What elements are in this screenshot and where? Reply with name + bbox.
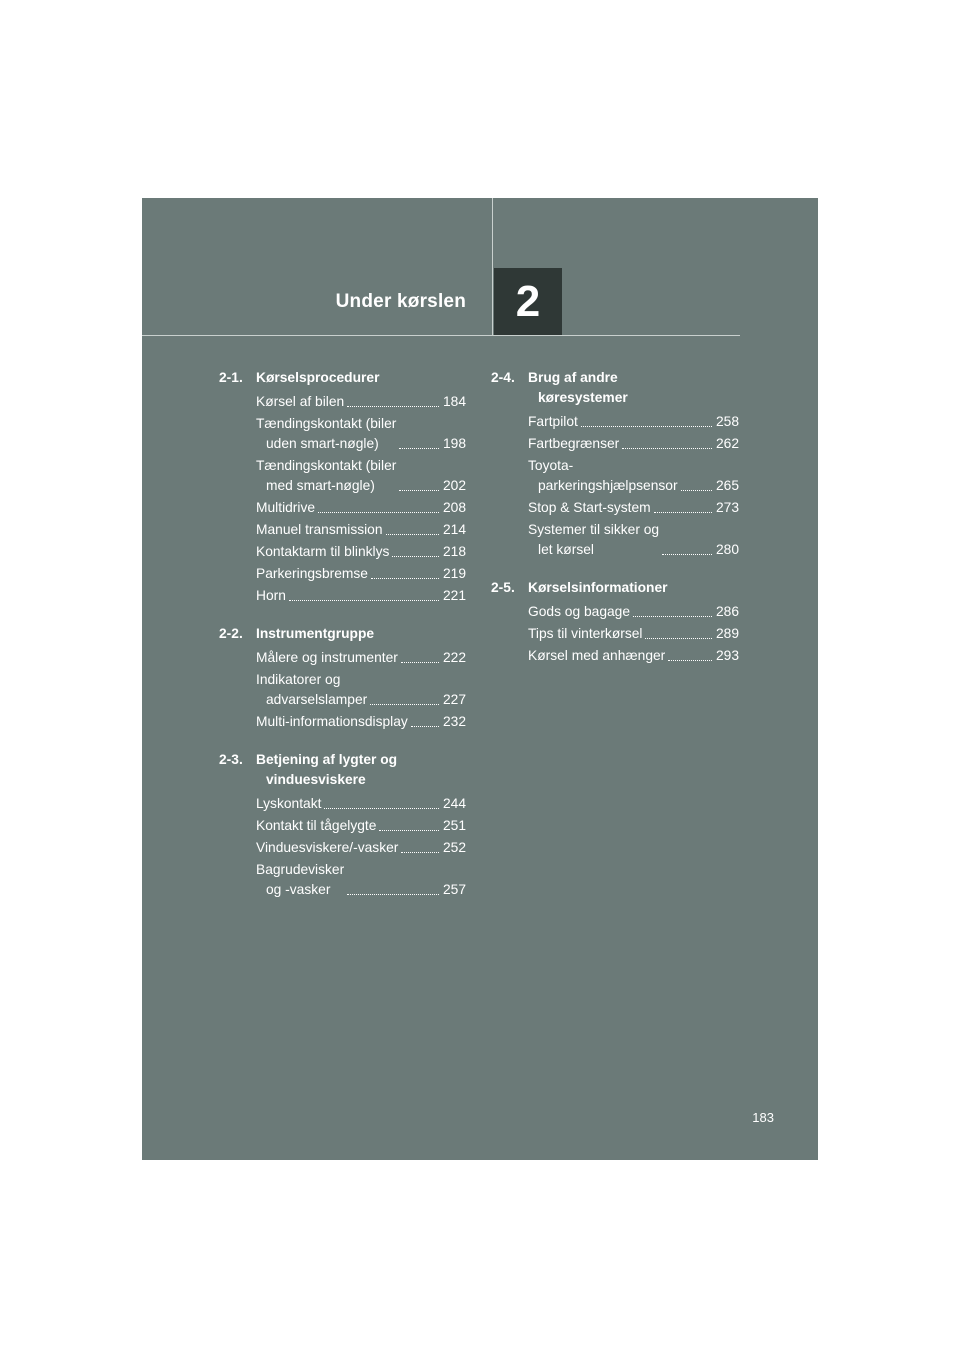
dot-leader — [581, 426, 712, 427]
entry-label — [256, 838, 398, 858]
entry-page-number: 251 — [442, 818, 466, 833]
entry-label-continuation: uden smart-nøgle) — [266, 436, 379, 451]
chapter-number-box: 2 — [494, 268, 562, 335]
entry-label — [256, 860, 344, 900]
toc-entry[interactable] — [256, 794, 466, 814]
entry-label-line: Parkeringsbremse — [256, 566, 368, 581]
entry-label — [528, 520, 659, 560]
toc-entry[interactable] — [528, 456, 739, 496]
entry-label — [256, 414, 396, 454]
entry-page-number: 184 — [442, 394, 466, 409]
toc-entry[interactable] — [256, 392, 466, 412]
dot-leader — [411, 726, 439, 727]
entry-page-number: 198 — [442, 436, 466, 451]
dot-leader — [654, 512, 712, 513]
toc-entry[interactable] — [528, 434, 739, 454]
dot-leader — [379, 830, 439, 831]
section-title-line: Betjening af lygter og — [256, 752, 398, 767]
entry-label — [528, 646, 665, 666]
dot-leader — [399, 448, 439, 449]
divider-vertical — [492, 198, 493, 336]
entry-label — [256, 564, 368, 584]
entry-label — [528, 456, 678, 496]
toc-entry[interactable] — [256, 498, 466, 518]
entry-label-line: Kørsel af bilen — [256, 394, 345, 409]
entry-label-line: Gods og bagage — [528, 604, 631, 619]
entry-page-number: 265 — [715, 478, 739, 493]
chapter-title: Under kørslen — [335, 291, 466, 312]
toc-entry[interactable] — [256, 816, 466, 836]
dot-leader — [289, 600, 439, 601]
entry-label-line: Tændingskontakt (biler — [256, 416, 397, 431]
entry-label-line: Fartpilot — [528, 414, 578, 429]
entry-page-number: 202 — [442, 478, 466, 493]
toc-entry[interactable] — [256, 838, 466, 858]
section-heading[interactable] — [219, 750, 466, 790]
section-title-continuation: køresystemer — [538, 390, 628, 405]
section-items — [219, 392, 466, 606]
toc-entry[interactable] — [256, 670, 466, 710]
toc-entry[interactable] — [256, 648, 466, 668]
entry-page-number: 293 — [715, 648, 739, 663]
toc-entry[interactable] — [256, 456, 466, 496]
entry-label-continuation: med smart-nøgle) — [266, 478, 375, 493]
section-items — [491, 602, 739, 666]
entry-page-number: 214 — [442, 522, 466, 537]
dot-leader — [347, 406, 439, 407]
entry-label — [256, 712, 408, 732]
entry-label-line: Bagrudevisker — [256, 862, 345, 877]
entry-label-continuation: og -vasker — [266, 882, 331, 897]
entry-label-line: Stop & Start-system — [528, 500, 651, 515]
dot-leader — [645, 638, 711, 639]
toc-left-column — [219, 368, 466, 918]
entry-page-number: 286 — [715, 604, 739, 619]
section-title-line: Instrumentgruppe — [256, 626, 375, 641]
entry-page-number: 218 — [442, 544, 466, 559]
entry-page-number: 221 — [442, 588, 466, 603]
section-number: 2-5. — [491, 580, 515, 595]
entry-label — [528, 498, 651, 518]
toc-section — [219, 624, 466, 732]
section-title-line: Brug af andre — [528, 370, 618, 385]
entry-page-number: 273 — [715, 500, 739, 515]
dot-leader — [386, 534, 439, 535]
entry-label — [528, 602, 630, 622]
toc-section — [219, 750, 466, 900]
entry-label — [528, 624, 642, 644]
divider-horizontal — [142, 335, 740, 336]
toc-entry[interactable] — [256, 414, 466, 454]
entry-page-number: 222 — [442, 650, 466, 665]
toc-right-column — [491, 368, 739, 684]
entry-label — [256, 794, 321, 814]
section-title-line: Kørselsprocedurer — [256, 370, 380, 385]
section-title-continuation: vinduesviskere — [266, 772, 366, 787]
dot-leader — [681, 490, 712, 491]
entry-label-line: Kontaktarm til blinklys — [256, 544, 390, 559]
toc-entry[interactable] — [256, 520, 466, 540]
entry-page-number: 227 — [442, 692, 466, 707]
toc-section — [491, 578, 739, 666]
entry-label — [528, 412, 578, 432]
section-number: 2-4. — [491, 370, 515, 385]
section-number: 2-3. — [219, 752, 243, 767]
dot-leader — [399, 490, 439, 491]
toc-entry[interactable] — [528, 520, 739, 560]
entry-label-line: Kontakt til tågelygte — [256, 818, 377, 833]
entry-label-line: Kørsel med anhænger — [528, 648, 666, 663]
entry-label-line: Multidrive — [256, 500, 316, 515]
dot-leader — [401, 852, 439, 853]
section-number: 2-2. — [219, 626, 243, 641]
toc-entry[interactable] — [528, 646, 739, 666]
section-title — [528, 368, 739, 408]
entry-page-number: 289 — [715, 626, 739, 641]
entry-label — [256, 586, 286, 606]
entry-label-line: Fartbegrænser — [528, 436, 620, 451]
entry-label — [256, 542, 389, 562]
dot-leader — [401, 662, 439, 663]
dot-leader — [371, 578, 439, 579]
toc-section — [219, 368, 466, 606]
section-title — [256, 750, 466, 790]
entry-page-number: 244 — [442, 796, 466, 811]
section-number: 2-1. — [219, 370, 243, 385]
toc-entry[interactable] — [528, 412, 739, 432]
entry-label — [256, 670, 367, 710]
entry-label-line: Lyskontakt — [256, 796, 322, 811]
dot-leader — [668, 660, 712, 661]
section-heading[interactable] — [491, 578, 739, 598]
entry-label-line: Tips til vinterkørsel — [528, 626, 643, 641]
section-items — [219, 794, 466, 900]
entry-label-line: Målere og instrumenter — [256, 650, 398, 665]
dot-leader — [318, 512, 439, 513]
dot-leader — [662, 554, 712, 555]
dot-leader — [324, 808, 439, 809]
toc-entry[interactable] — [256, 860, 466, 900]
entry-page-number: 257 — [442, 882, 466, 897]
section-items — [491, 412, 739, 560]
entry-label — [256, 498, 315, 518]
page-number: 183 — [752, 1110, 774, 1125]
entry-label — [256, 456, 396, 496]
entry-page-number: 262 — [715, 436, 739, 451]
entry-label-continuation: parkeringshjælpsensor — [538, 478, 678, 493]
entry-page-number: 258 — [715, 414, 739, 429]
toc-entry[interactable] — [528, 602, 739, 622]
entry-label-line: Indikatorer og — [256, 672, 341, 687]
toc-entry[interactable] — [528, 498, 739, 518]
entry-label-line: Horn — [256, 588, 286, 603]
entry-label — [256, 392, 344, 412]
entry-label-line: Tændingskontakt (biler — [256, 458, 397, 473]
section-title — [528, 578, 739, 598]
section-heading[interactable] — [491, 368, 739, 408]
toc-entry[interactable] — [256, 712, 466, 732]
toc-entry[interactable] — [256, 542, 466, 562]
entry-page-number: 232 — [442, 714, 466, 729]
entry-page-number: 280 — [715, 542, 739, 557]
entry-page-number: 208 — [442, 500, 466, 515]
toc-entry[interactable] — [256, 586, 466, 606]
section-title — [256, 624, 466, 644]
entry-label-line: Toyota- — [528, 458, 574, 473]
entry-label — [256, 520, 383, 540]
section-items — [219, 648, 466, 732]
entry-page-number: 219 — [442, 566, 466, 581]
entry-label-line: Systemer til sikker og — [528, 522, 660, 537]
entry-label — [528, 434, 619, 454]
entry-label-line: Vinduesviskere/-vasker — [256, 840, 399, 855]
entry-label-line: Manuel transmission — [256, 522, 383, 537]
entry-label-continuation: advarselslamper — [266, 692, 368, 707]
entry-page-number: 252 — [442, 840, 466, 855]
section-heading[interactable] — [219, 368, 466, 388]
entry-label — [256, 816, 376, 836]
section-title — [256, 368, 466, 388]
entry-label-continuation: let kørsel — [538, 542, 594, 557]
section-title-line: Kørselsinformationer — [528, 580, 668, 595]
section-heading[interactable] — [219, 624, 466, 644]
dot-leader — [347, 894, 439, 895]
dot-leader — [633, 616, 712, 617]
entry-label — [256, 648, 398, 668]
dot-leader — [622, 448, 712, 449]
toc-entry[interactable] — [256, 564, 466, 584]
dot-leader — [370, 704, 439, 705]
toc-section — [491, 368, 739, 560]
toc-entry[interactable] — [528, 624, 739, 644]
entry-label-line: Multi-informationsdisplay — [256, 714, 408, 729]
dot-leader — [392, 556, 439, 557]
